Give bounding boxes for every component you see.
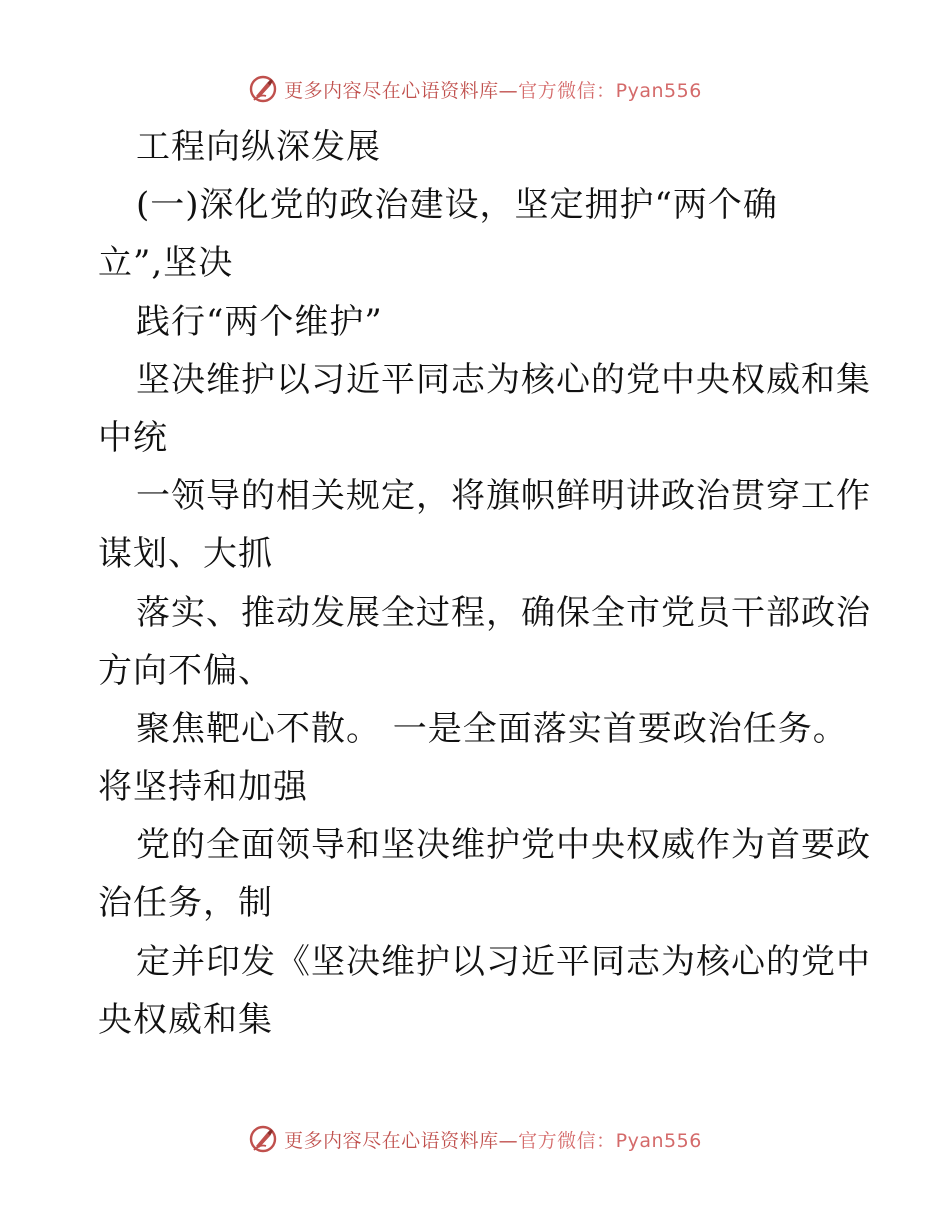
pen-logo-icon — [248, 1124, 278, 1154]
text-line: (一)深化党的政治建设，坚定拥护“两个确 — [136, 185, 778, 226]
text-line: 一领导的相关规定，将旗帜鲜明讲政治贯穿工作 — [136, 476, 871, 517]
text-line: 立”,坚决 — [98, 243, 234, 284]
text-line: 践行“两个维护” — [136, 301, 383, 342]
text-line: 定并印发《坚决维护以习近平同志为核心的党中 — [136, 941, 871, 982]
pen-logo-icon — [248, 74, 278, 104]
text-line: 党的全面领导和坚决维护党中央权威作为首要政 — [136, 825, 871, 866]
text-line: 谋划、大抓 — [98, 534, 273, 575]
header-watermark — [0, 72, 950, 106]
text-line: 坚决维护以习近平同志为核心的党中央权威和集 — [136, 359, 871, 400]
watermark-text: 更多内容尽在心语资料库—官方微信：Pyan556 — [284, 79, 702, 102]
text-line: 央权威和集 — [98, 999, 273, 1040]
footer-watermark — [0, 1122, 950, 1156]
text-line: 落实、推动发展全过程，确保全市党员干部政治 — [136, 592, 871, 633]
document-body — [98, 118, 871, 1049]
text-line: 聚焦靶心不散。 一是全面落实首要政治任务。 — [136, 708, 848, 749]
text-line: 中统 — [98, 417, 168, 458]
text-line: 方向不偏、 — [98, 650, 273, 691]
watermark-text: 更多内容尽在心语资料库—官方微信：Pyan556 — [284, 1129, 702, 1152]
text-line: 工程向纵深发展 — [136, 127, 381, 167]
text-line: 治任务，制 — [98, 883, 273, 924]
text-line: 将坚持和加强 — [98, 767, 308, 808]
